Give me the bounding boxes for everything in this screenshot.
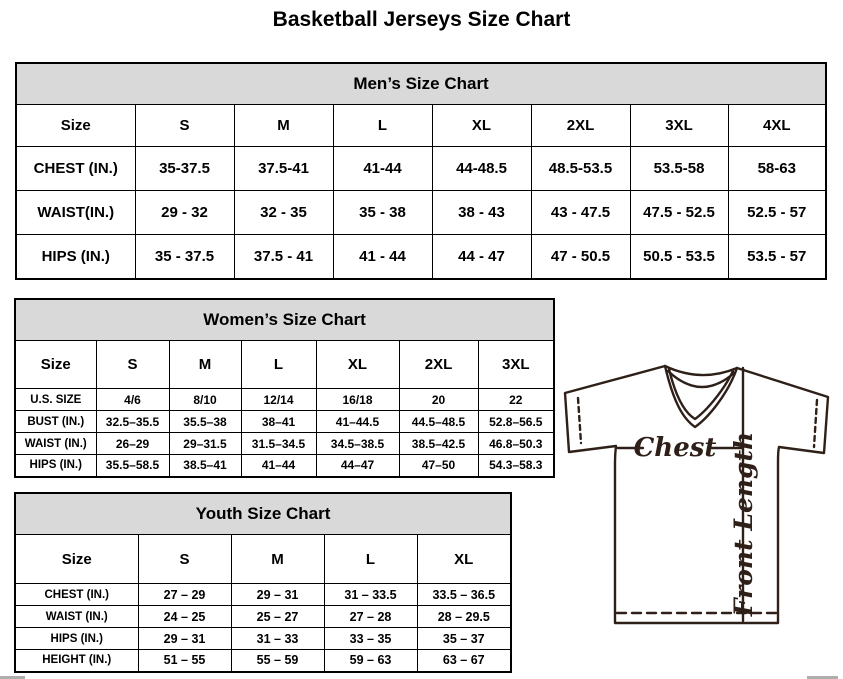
row-label: HIPS (IN.) bbox=[15, 455, 96, 477]
table-row bbox=[15, 389, 554, 411]
table-row bbox=[15, 584, 511, 606]
table-cell: 31.5–34.5 bbox=[241, 433, 316, 455]
table-cell: 8/10 bbox=[169, 389, 241, 411]
table-cell: 38–41 bbox=[241, 411, 316, 433]
column-header: Size bbox=[15, 341, 96, 389]
table-cell: 41–44 bbox=[241, 455, 316, 477]
table-cell: 20 bbox=[399, 389, 478, 411]
table-cell: 25 – 27 bbox=[231, 606, 324, 628]
column-header: L bbox=[324, 535, 417, 584]
column-header: XL bbox=[432, 105, 531, 147]
table-cell: 35.5–58.5 bbox=[96, 455, 169, 477]
table-cell: 47 - 50.5 bbox=[531, 235, 630, 279]
mens-size-table bbox=[15, 62, 827, 280]
column-header: S bbox=[96, 341, 169, 389]
table-cell: 37.5 - 41 bbox=[234, 235, 333, 279]
column-header: 3XL bbox=[630, 105, 728, 147]
column-header: XL bbox=[417, 535, 511, 584]
row-label: CHEST (IN.) bbox=[15, 584, 138, 606]
column-header: 4XL bbox=[728, 105, 826, 147]
youth-column-header-row bbox=[15, 535, 511, 584]
table-cell: 29 - 32 bbox=[135, 191, 234, 235]
table-cell: 41-44 bbox=[333, 147, 432, 191]
row-label: CHEST (IN.) bbox=[16, 147, 135, 191]
table-cell: 29–31.5 bbox=[169, 433, 241, 455]
table-cell: 33 – 35 bbox=[324, 628, 417, 650]
table-cell: 37.5-41 bbox=[234, 147, 333, 191]
table-row bbox=[15, 606, 511, 628]
table-cell: 35 - 38 bbox=[333, 191, 432, 235]
table-cell: 59 – 63 bbox=[324, 650, 417, 672]
mens-column-header-row bbox=[16, 105, 826, 147]
womens-table-header-row bbox=[15, 299, 554, 341]
column-header: S bbox=[135, 105, 234, 147]
table-cell: 53.5-58 bbox=[630, 147, 728, 191]
table-cell: 63 – 67 bbox=[417, 650, 511, 672]
table-cell: 35.5–38 bbox=[169, 411, 241, 433]
table-cell: 27 – 29 bbox=[138, 584, 231, 606]
table-cell: 35-37.5 bbox=[135, 147, 234, 191]
table-cell: 54.3–58.3 bbox=[478, 455, 554, 477]
table-cell: 47–50 bbox=[399, 455, 478, 477]
table-cell: 35 – 37 bbox=[417, 628, 511, 650]
table-cell: 4/6 bbox=[96, 389, 169, 411]
jersey-diagram-svg bbox=[556, 350, 843, 640]
youth-table-title: Youth Size Chart bbox=[15, 493, 511, 535]
table-row bbox=[16, 147, 826, 191]
table-row bbox=[16, 235, 826, 279]
jersey-outline bbox=[565, 366, 828, 623]
womens-column-header-row bbox=[15, 341, 554, 389]
table-cell: 12/14 bbox=[241, 389, 316, 411]
column-header: 2XL bbox=[399, 341, 478, 389]
table-cell: 43 - 47.5 bbox=[531, 191, 630, 235]
row-label: WAIST (IN.) bbox=[15, 433, 96, 455]
row-label: U.S. SIZE bbox=[15, 389, 96, 411]
table-cell: 44-48.5 bbox=[432, 147, 531, 191]
table-cell: 55 – 59 bbox=[231, 650, 324, 672]
table-cell: 32 - 35 bbox=[234, 191, 333, 235]
row-label: HIPS (IN.) bbox=[15, 628, 138, 650]
table-row bbox=[15, 455, 554, 477]
womens-size-table bbox=[14, 298, 555, 478]
table-cell: 29 – 31 bbox=[231, 584, 324, 606]
table-cell: 44.5–48.5 bbox=[399, 411, 478, 433]
table-cell: 52.8–56.5 bbox=[478, 411, 554, 433]
table-cell: 27 – 28 bbox=[324, 606, 417, 628]
table-cell: 50.5 - 53.5 bbox=[630, 235, 728, 279]
row-label: BUST (IN.) bbox=[15, 411, 96, 433]
table-cell: 41 - 44 bbox=[333, 235, 432, 279]
chest-label: Chest bbox=[633, 433, 717, 463]
column-header: 3XL bbox=[478, 341, 554, 389]
table-cell: 33.5 – 36.5 bbox=[417, 584, 511, 606]
table-cell: 47.5 - 52.5 bbox=[630, 191, 728, 235]
table-row bbox=[15, 433, 554, 455]
table-cell: 32.5–35.5 bbox=[96, 411, 169, 433]
mens-table-header-row bbox=[16, 63, 826, 105]
table-cell: 35 - 37.5 bbox=[135, 235, 234, 279]
right-cuff-dashed-line bbox=[814, 400, 817, 447]
jersey-measurement-diagram bbox=[556, 350, 843, 640]
table-cell: 31 – 33.5 bbox=[324, 584, 417, 606]
row-label: WAIST(IN.) bbox=[16, 191, 135, 235]
table-cell: 31 – 33 bbox=[231, 628, 324, 650]
column-header: S bbox=[138, 535, 231, 584]
column-header: 2XL bbox=[531, 105, 630, 147]
table-cell: 38.5–41 bbox=[169, 455, 241, 477]
table-cell: 41–44.5 bbox=[316, 411, 399, 433]
table-cell: 34.5–38.5 bbox=[316, 433, 399, 455]
womens-table-title: Women’s Size Chart bbox=[15, 299, 554, 341]
youth-table-header-row bbox=[15, 493, 511, 535]
table-cell: 51 – 55 bbox=[138, 650, 231, 672]
table-cell: 53.5 - 57 bbox=[728, 235, 826, 279]
column-header: XL bbox=[316, 341, 399, 389]
column-header: Size bbox=[16, 105, 135, 147]
column-header: M bbox=[169, 341, 241, 389]
column-header: M bbox=[231, 535, 324, 584]
table-cell: 46.8–50.3 bbox=[478, 433, 554, 455]
column-header: L bbox=[241, 341, 316, 389]
table-row bbox=[16, 191, 826, 235]
table-cell: 22 bbox=[478, 389, 554, 411]
table-cell: 52.5 - 57 bbox=[728, 191, 826, 235]
table-row bbox=[15, 628, 511, 650]
column-header: Size bbox=[15, 535, 138, 584]
table-cell: 48.5-53.5 bbox=[531, 147, 630, 191]
row-label: HIPS (IN.) bbox=[16, 235, 135, 279]
front-length-label: Front Length bbox=[729, 431, 758, 617]
column-header: M bbox=[234, 105, 333, 147]
table-cell: 38.5–42.5 bbox=[399, 433, 478, 455]
left-cuff-dashed-line bbox=[578, 398, 581, 443]
table-cell: 44–47 bbox=[316, 455, 399, 477]
table-row bbox=[15, 411, 554, 433]
table-cell: 58-63 bbox=[728, 147, 826, 191]
table-cell: 16/18 bbox=[316, 389, 399, 411]
table-cell: 26–29 bbox=[96, 433, 169, 455]
row-label: WAIST (IN.) bbox=[15, 606, 138, 628]
jersey-collar-top bbox=[665, 366, 737, 375]
table-cell: 44 - 47 bbox=[432, 235, 531, 279]
table-cell: 24 – 25 bbox=[138, 606, 231, 628]
column-header: L bbox=[333, 105, 432, 147]
page-title: Basketball Jerseys Size Chart bbox=[272, 8, 571, 31]
table-cell: 38 - 43 bbox=[432, 191, 531, 235]
mens-table-title: Men’s Size Chart bbox=[16, 63, 826, 105]
table-cell: 28 – 29.5 bbox=[417, 606, 511, 628]
table-cell: 29 – 31 bbox=[138, 628, 231, 650]
youth-size-table bbox=[14, 492, 512, 673]
row-label: HEIGHT (IN.) bbox=[15, 650, 138, 672]
table-row bbox=[15, 650, 511, 672]
